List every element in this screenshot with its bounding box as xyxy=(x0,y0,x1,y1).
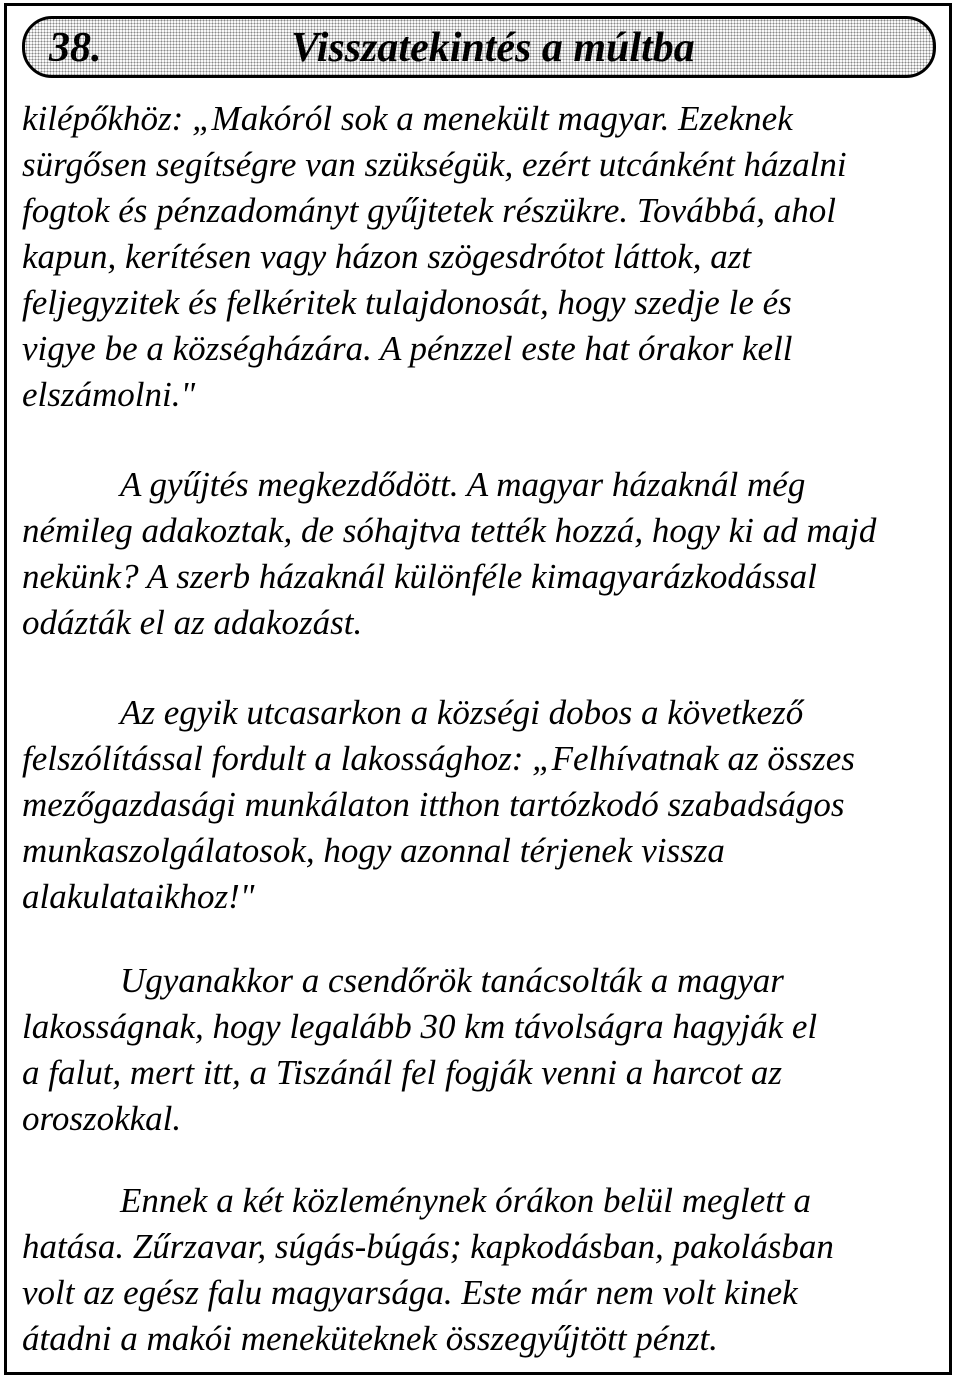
text-line: feljegyzitek és felkéritek tulajdonosát, hogy szedje le és xyxy=(22,283,792,322)
paragraph-1 xyxy=(22,96,922,418)
paragraph-3 xyxy=(22,690,922,920)
text-line: alakulataikhoz!" xyxy=(22,877,255,916)
paragraph-5 xyxy=(22,1178,922,1362)
text-line: fogtok és pénzadományt gyűjtetek részükre. Továbbá, ahol xyxy=(22,191,836,230)
text-line: átadni a makói meneküteknek összegyűjtött pénzt. xyxy=(22,1319,718,1358)
text-line: felszólítással fordult a lakossághoz: „Felhívatnak az összes xyxy=(22,739,855,778)
chapter-header xyxy=(22,16,936,78)
text-line: elszámolni." xyxy=(22,375,196,414)
text-line: nekünk? A szerb házaknál különféle kimagyarázkodással xyxy=(22,557,817,596)
text-line: munkaszolgálatosok, hogy azonnal térjenek vissza xyxy=(22,831,725,870)
text-line: Ennek a két közleménynek órákon belül meglett a xyxy=(120,1181,811,1220)
paragraph-2 xyxy=(22,462,922,646)
paragraph-4 xyxy=(22,958,922,1142)
text-line: sürgősen segítségre van szükségük, ezért utcánként házalni xyxy=(22,145,847,184)
chapter-number: 38. xyxy=(49,25,102,71)
text-line: kilépőkhöz: „Makóról sok a menekült magyar. Ezeknek xyxy=(22,99,793,138)
text-line: vigye be a községházára. A pénzzel este hat órakor kell xyxy=(22,329,793,368)
text-line: némileg adakoztak, de sóhajtva tették hozzá, hogy ki ad majd xyxy=(22,511,877,550)
text-line: Az egyik utcasarkon a községi dobos a következő xyxy=(120,693,804,732)
text-line: odázták el az adakozást. xyxy=(22,603,363,642)
text-line: hatása. Zűrzavar, súgás-búgás; kapkodásban, pakolásban xyxy=(22,1227,834,1266)
chapter-title: Visszatekintés a múltba xyxy=(291,25,695,71)
text-line: lakosságnak, hogy legalább 30 km távolságra hagyják el xyxy=(22,1007,818,1046)
body-text xyxy=(22,96,922,1362)
text-line: a falut, mert itt, a Tiszánál fel fogják venni a harcot az xyxy=(22,1053,782,1092)
text-line: mezőgazdasági munkálaton itthon tartózkodó szabadságos xyxy=(22,785,845,824)
text-line: Ugyanakkor a csendőrök tanácsolták a magyar xyxy=(120,961,784,1000)
text-line: oroszokkal. xyxy=(22,1099,182,1138)
text-line: A gyűjtés megkezdődött. A magyar házaknál még xyxy=(120,465,806,504)
text-line: volt az egész falu magyarsága. Este már nem volt kinek xyxy=(22,1273,798,1312)
text-line: kapun, kerítésen vagy házon szögesdrótot láttok, azt xyxy=(22,237,752,276)
